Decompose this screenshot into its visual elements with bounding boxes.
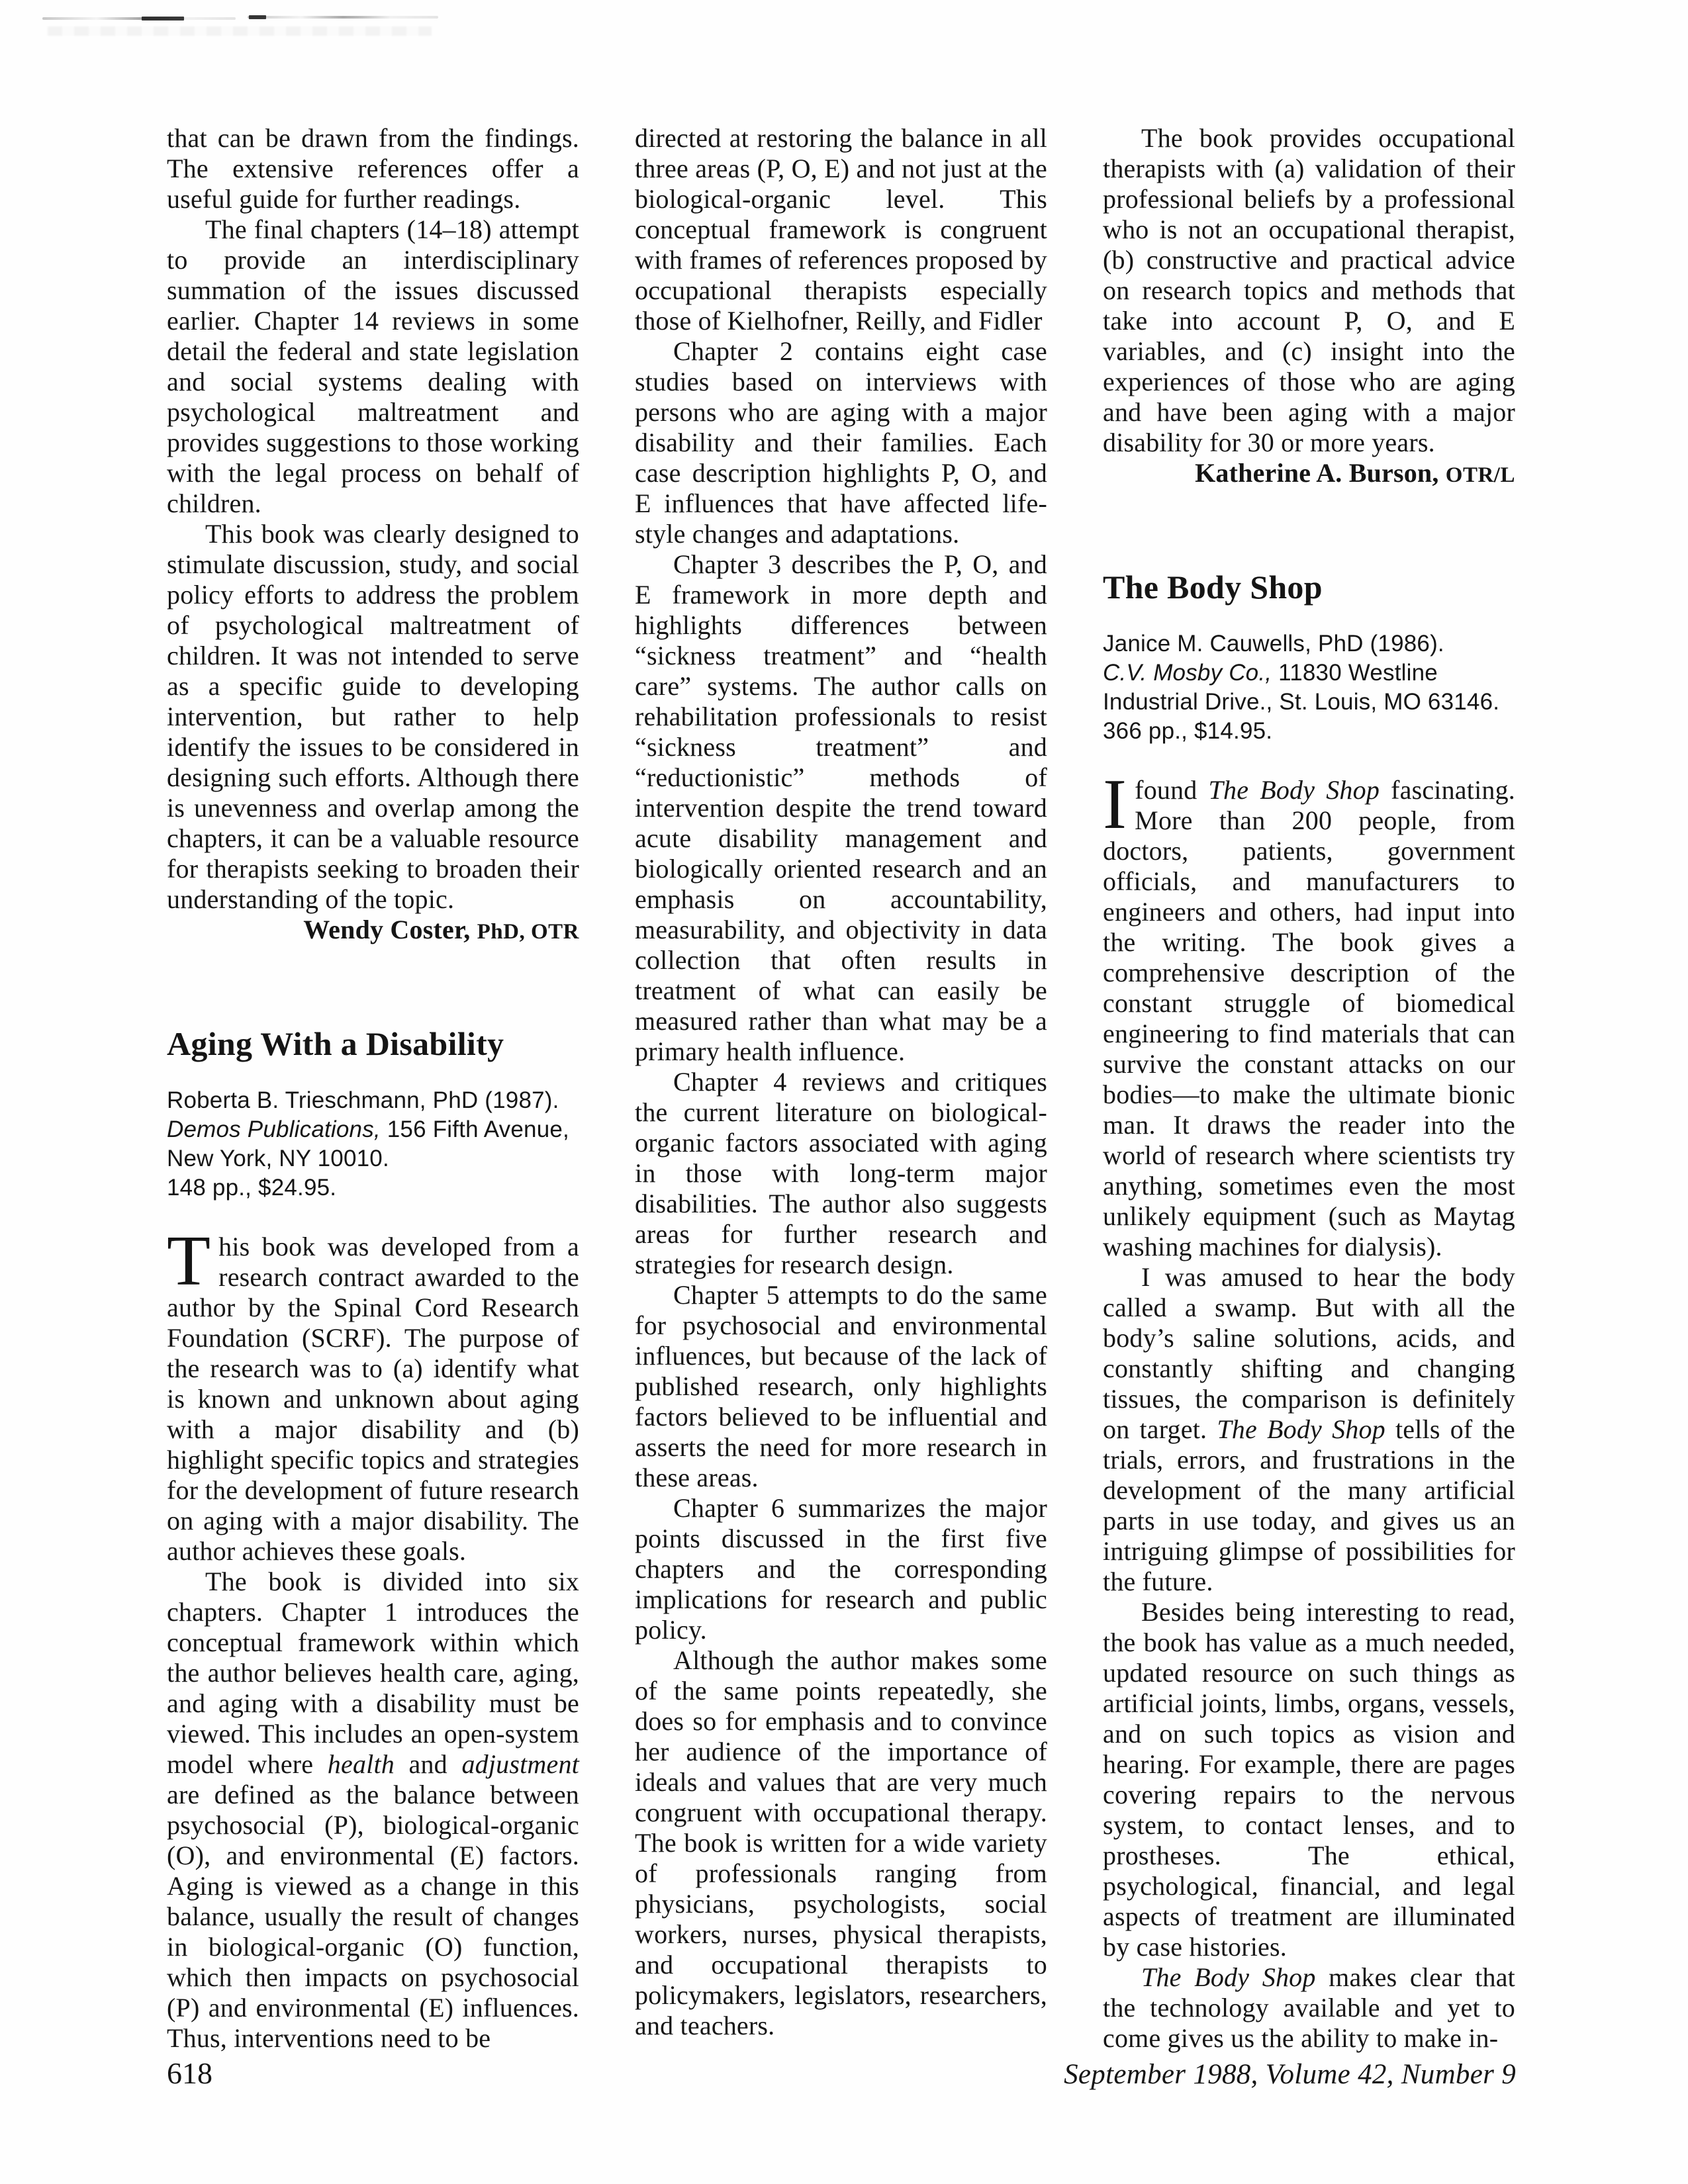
reviewer-signature [167, 915, 579, 947]
paragraph [167, 519, 579, 915]
italic-text: adjustment [461, 1749, 579, 1779]
text-run: Roberta B. Trieschmann, PhD (1987). [167, 1087, 559, 1113]
paragraph [1103, 1962, 1515, 2054]
scan-artifact-line [248, 16, 438, 19]
scan-artifact-dash [249, 15, 266, 19]
reviewer-credentials: PhD, OTR [477, 920, 579, 944]
paragraph [635, 1645, 1047, 2041]
reviewer-signature [1103, 458, 1515, 490]
reviewer-credentials: OTR/L [1445, 463, 1515, 487]
paragraph [1103, 765, 1515, 1262]
column-3 [1103, 123, 1515, 2054]
paragraph [1103, 1597, 1515, 1962]
paragraph [167, 123, 579, 214]
text-run: I was amused to hear the body called a swamp. But with all the body’s saline solutions, acids, and constantly shifting and changing tissues, the comparison is definitely on target. [1103, 1262, 1515, 1444]
page-footer [167, 2056, 1516, 2091]
text-run: This book was clearly designed to stimulate discussion, study, and social policy efforts to address the problem of psychological maltreatment of children. It was not intended to serve as a specific guide to developing intervention, but rather to help identify the issues to be considered in designing such efforts. Although there is unevenness and overlap among the chapters, it can be a valuable resource for therapists seeking to broaden their understanding of the topic. [167, 519, 579, 914]
text-run: Chapter 5 attempts to do the same for psychosocial and environmental influences, but because of the lack of published research, only highlights factors believed to be influential and asserts the need for more research in these areas. [635, 1280, 1047, 1492]
paragraph [635, 336, 1047, 549]
text-run: fascinating. More than 200 people, from doctors, patients, government officials, and manufacturers to engineers and others, had input into the writing. The book gives a comprehensive description of the constant struggle of biomedical engineering to find materials that can survive the constant attacks on our bodies—to make the ultimate bionic man. It draws the reader into the world of research where scientists try anything, sometimes even the most unlikely equipment (such as Maytag washing machines for dialysis). [1103, 775, 1515, 1261]
text-run: Chapter 4 reviews and critiques the current literature on biological-organic factors associated with aging in those with long-term major disabilities. The author also suggests areas for further research and strategies for research design. [635, 1067, 1047, 1279]
text-run: The final chapters (14–18) attempt to provide an interdisciplinary summation of the issues discussed earlier. Chapter 14 reviews in some detail the federal and state legislation and social systems dealing with psychological maltreatment and provides suggestions to those working with the legal process on behalf of children. [167, 214, 579, 518]
book-title-heading: Aging With a Disability [167, 1025, 504, 1062]
italic-text: The Body Shop [1141, 1962, 1316, 1992]
column-2 [635, 123, 1047, 2054]
scan-artifact [42, 11, 453, 41]
paragraph [167, 1222, 579, 1567]
scan-artifact-line [42, 17, 236, 20]
text-run: The book provides occupational therapists with (a) validation of their professional beliefs by a professional who is not an occupational therapist, (b) constructive and practical advice on research topics and methods that take into account P, O, and E variables, and (c) insight into the experiences of those who are aging and have been aging with a major disability for 30 or more years. [1103, 123, 1515, 457]
text-run: that can be drawn from the findings. The extensive references offer a useful guide for further readings. [167, 123, 579, 214]
book-info-line [167, 1115, 579, 1173]
text-columns [167, 123, 1516, 2054]
book-publication-info [167, 1086, 579, 1203]
text-run: are defined as the balance between psychosocial (P), biological-organic (O), and environmental (E) factors. Aging is viewed as a change in this balance, usually the result of changes in biological-organic (O) function, which then impacts on psychosocial (P) and environmental (E) influences. Thus, interventions need to be [167, 1780, 579, 2053]
reviewer-name: Katherine A. Burson, [1195, 458, 1446, 488]
italic-text: C.V. Mosby Co., [1103, 660, 1272, 686]
text-run: 148 pp., $24.95. [167, 1175, 337, 1201]
text-run: Although the author makes some of the same points repeatedly, she does so for emphasis and to convince her audience of the importance of ideals and values that are very much congruent with occupational therapy. The book is written for a wide variety of professionals ranging from physicians, psychologists, social workers, nurses, physical therapists, and occupational therapists to policymakers, legislators, researchers, and teachers. [635, 1645, 1047, 2040]
paragraph [1103, 123, 1515, 458]
italic-text: The Body Shop [1217, 1414, 1385, 1444]
text-run: Chapter 2 contains eight case studies based on interviews with persons who are aging with a major disability and their families. Each case description highlights P, O, and E influences that have affected life-style changes and adaptations. [635, 336, 1047, 549]
column-1 [167, 123, 579, 2054]
page-number: 618 [167, 2056, 212, 2090]
scan-artifact-haze [48, 26, 432, 36]
paragraph [1103, 1262, 1515, 1597]
italic-text: The Body Shop [1208, 775, 1380, 805]
paragraph [635, 1067, 1047, 1280]
text-run: Janice M. Cauwells, PhD (1986). [1103, 631, 1444, 657]
text-run: Chapter 3 describes the P, O, and E framework in more depth and highlights differences between “sickness treatment” and “health care” systems. The author calls on rehabilitation professionals to resist “sickness treatment” and “reductionistic” methods of intervention despite the trend toward acute disability management and biologically oriented research and an emphasis on accountability, measurability, and objectivity in data collection that often results in treatment of what can easily be measured rather than what may be a primary health influence. [635, 549, 1047, 1066]
text-run: tells of the trials, errors, and frustrations in the development of the many artificial parts in use today, and gives us an intriguing glimpse of possibilities for the future. [1103, 1414, 1515, 1596]
text-run: Besides being interesting to read, the book has value as a much needed, updated resource on such things as artificial joints, limbs, organs, vessels, and on such topics as vision and hearing. For example, there are pages covering repairs to the nervous system, to contact lenses, and to prostheses. The ethical, psychological, financial, and legal aspects of treatment are illuminated by case histories. [1103, 1597, 1515, 1962]
italic-text: health [327, 1749, 395, 1779]
text-run: found [1135, 775, 1209, 805]
text-run: 366 pp., $14.95. [1103, 718, 1273, 744]
reviewer-name: Wendy Coster, [303, 915, 477, 944]
paragraph [167, 214, 579, 519]
text-run: 156 Fifth Avenue, New York, NY 10010. [167, 1116, 569, 1171]
drop-cap: I [1103, 765, 1127, 844]
book-title-heading: The Body Shop [1103, 569, 1323, 606]
text-run: his book was developed from a research contract awarded to the author by the Spinal Cord Research Foundation (SCRF). The purpose of the research was to (a) identify what is known and unknown about aging with a major disability and (b) highlight specific topics and strategies for the development of future research on aging with a major disability. The author achieves these goals. [167, 1232, 579, 1566]
paragraph [167, 1567, 579, 2054]
issue-info: September 1988, Volume 42, Number 9 [1064, 2059, 1516, 2090]
paragraph [635, 123, 1047, 336]
book-info-line [167, 1086, 579, 1115]
book-info-line [1103, 659, 1515, 717]
italic-text: Demos Publications, [167, 1116, 381, 1142]
paragraph [635, 1493, 1047, 1645]
paragraph [635, 549, 1047, 1067]
text-run: 11830 Westline Industrial Drive., St. Louis, MO 63146. [1103, 660, 1500, 715]
paragraph [635, 1280, 1047, 1493]
scan-artifact-dash [142, 17, 184, 21]
text-run: directed at restoring the balance in all three areas (P, O, E) and not just at the biological-organic level. This conceptual framework is congruent with frames of references proposed by occupational therapists especially those of Kielhofner, Reilly, and Fidler [635, 123, 1047, 336]
text-run: makes clear that the technology available and yet to come gives us the ability to make in- [1103, 1962, 1515, 2053]
book-publication-info [1103, 629, 1515, 746]
drop-cap: T [167, 1222, 211, 1300]
text-run: and [394, 1749, 462, 1779]
book-info-line [1103, 629, 1515, 659]
text-run: Chapter 6 summarizes the major points discussed in the first five chapters and the corresponding implications for research and public policy. [635, 1493, 1047, 1645]
book-info-line [167, 1173, 579, 1203]
text-run: The book is divided into six chapters. Chapter 1 introduces the conceptual framework within which the author believes health care, aging, and aging with a disability must be viewed. This includes an open-system model where [167, 1567, 579, 1779]
book-info-line [1103, 717, 1515, 746]
